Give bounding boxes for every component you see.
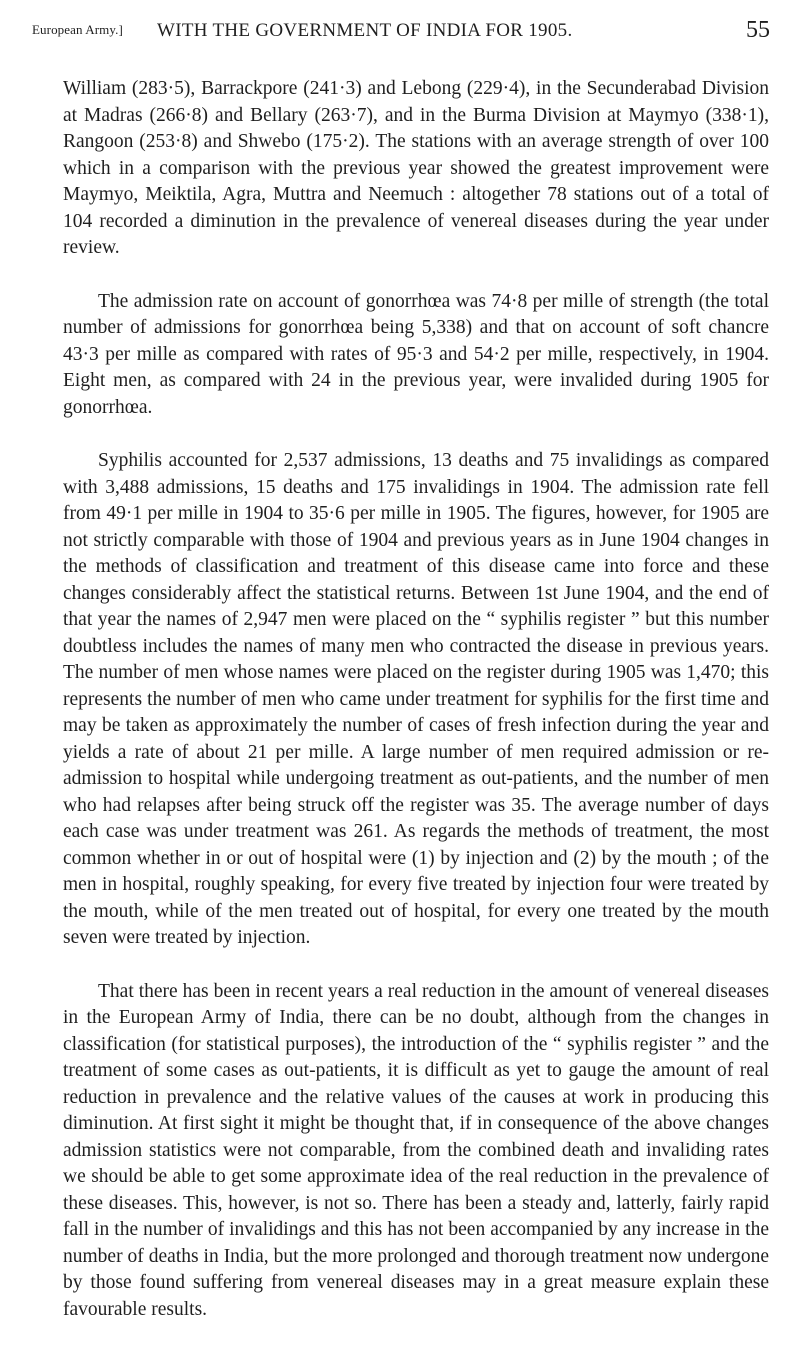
page-header — [32, 14, 772, 44]
running-title: WITH THE GOVERNMENT OF INDIA FOR 1905. — [157, 20, 573, 41]
paragraph-gonorrhoea: The admission rate on account of gonorrhœa was 74·8 per mille of strength (the total number of admissions for gonorrhœa being 5,338) and that on account of soft chancre 43·3 per mille as compared with rates of 95·3 and 54·2 per mille, respectively, in 1904. Eight men, as compared with 24 in the previous year, were invalided during 1905 for gonorrhœa. — [63, 290, 769, 418]
paragraph-syphilis: Syphilis accounted for 2,537 admissions, 13 deaths and 75 invalidings as compared with 3,488 admissions, 15 deaths and 175 invalidings in 1904. The admission rate fell from 49·1 per mille in 1904 to 35·6 per mille in 1905. The figures, however, for 1905 are not strictly comparable with those of 1904 and previous years as in June 1904 changes in the methods of classification and treatment of this disease came into force and these changes considerably affect the statistical returns. Between 1st June 1904, and the end of that year the names of 2,947 men were placed on the “ syphilis register ” but this number doubtless includes the names of many men who contracted the disease in previous years. The number of men whose names were placed on the register during 1905 was 1,470; this represents the number of men who came under treatment for syphilis for the first time and may be taken as approximately the number of cases of fresh infection during the year and yields a rate of about 21 per mille. A large number of men required admission or re-admission to hospital while undergoing treatment as out-patients, and the number of men who had relapses after being struck off the register was 35. The average number of days each case was under treatment was 261. As regards the methods of treatment, the most common whether in or out of hospital were (1) by injection and (2) by the mouth ; of the men in hospital, roughly speaking, for every five treated by injection four were treated by the mouth, while of the men treated out of hospital, for every one treated by the mouth seven were treated by injection. — [63, 450, 769, 948]
section-label: European Army.] — [32, 22, 123, 37]
body-text — [63, 76, 769, 1350]
paragraph-continuation: William (283·5), Barrackpore (241·3) and Lebong (229·4), in the Secunderabad Division at Madras (266·8) and Bellary (263·7), and in the Burma Division at Maymyo (338·1), Rangoon (253·8) and Shwebo (175·2). The stations with an average strength of over 100 which in a comparison with the previous year showed the greatest improvement were Maymyo, Meiktila, Agra, Muttra and Neemuch : altogether 78 stations out of a total of 104 recorded a diminution in the prevalence of venereal diseases during the year under review. — [63, 78, 769, 258]
paragraph-reduction: That there has been in recent years a real reduction in the amount of venereal diseases in the European Army of India, there can be no doubt, although from the changes in classification (for statistical purposes), the introduction of the “ syphilis register ” and the treatment of some cases as out-patients, it is difficult as yet to gauge the amount of real reduction in prevalence and the relative values of the causes at work in producing this diminution. At first sight it might be thought that, if in consequence of the above changes admission statistics were not comparable, from the combined death and invaliding rates we should be able to get some approximate idea of the real reduction in the prevalence of these diseases. This, however, is not so. There has been a steady and, latterly, fairly rapid fall in the number of invalidings and this has not been accompanied by any increase in the number of deaths in India, but the more prolonged and thorough treatment now undergone by those found suffering from venereal diseases may in a great measure explain these favourable results. — [63, 980, 769, 1320]
page-number: 55 — [746, 17, 770, 43]
